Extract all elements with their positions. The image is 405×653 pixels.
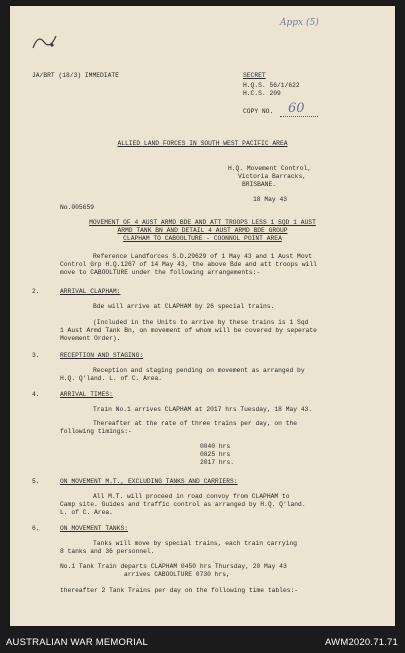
hqs-reference: H.Q.S. 56/1/622 bbox=[243, 82, 300, 89]
handwritten-scribble-mark bbox=[30, 30, 60, 52]
timing-3: 2017 hrs. bbox=[200, 459, 235, 466]
section-6-after: thereafter 2 Tank Trains per day on the following time tables:- bbox=[60, 587, 299, 594]
section-4-number: 4. bbox=[32, 391, 40, 398]
section-6-body-1: Tanks will move by special trains, each train carrying bbox=[93, 540, 298, 547]
section-4-after-2: following timings:- bbox=[60, 428, 132, 435]
section-4-train: Train No.1 arrives CLAPHAM at 2017 hrs Tuesday, 18 May 43. bbox=[93, 406, 313, 413]
section-5-title: ON MOVEMENT M.T., EXCLUDING TANKS AND CARRIERS: bbox=[60, 478, 238, 485]
section-6-train-1: No.1 Tank Train departs CLAPHAM 0450 hrs Thursday, 20 May 43 bbox=[60, 563, 287, 570]
section-6-body-2: 8 tanks and 36 personnel. bbox=[60, 548, 155, 555]
archive-footer bbox=[0, 626, 405, 653]
organisation-heading: ALLIED LAND FORCES IN SOUTH WEST PACIFIC AREA bbox=[117, 140, 288, 147]
document-date: 18 May 43 bbox=[253, 196, 288, 203]
intro-line-1: Reference Landforces S.D.29629 of 1 May 43 and 1 Aust Movt bbox=[93, 253, 313, 260]
document-page bbox=[10, 6, 395, 626]
section-4-after-1: Thereafter at the rate of three trains per day, on the bbox=[93, 420, 298, 427]
copy-number-dotted-line bbox=[280, 116, 318, 117]
section-5-body-1: All M.T. will proceed in road convoy from CLAPHAM to bbox=[93, 493, 290, 500]
section-3-title: RECEPTION AND STAGING: bbox=[60, 352, 144, 359]
section-2-note-3: Movement Order). bbox=[60, 335, 121, 342]
header-reference: JA/BRT (18/3) IMMEDIATE bbox=[32, 72, 119, 79]
subject-line-3: CLAPHAM TO CABOOLTURE - COONNOL POINT AREA bbox=[123, 235, 282, 242]
section-2-note-1: (Included in the Units to arrive by these trains is 1 Sqd bbox=[93, 319, 309, 326]
hcs-reference: H.C.S. 209 bbox=[243, 90, 281, 97]
section-6-number: 6. bbox=[32, 525, 40, 532]
footer-catalogue-id: AWM2020.71.71 bbox=[324, 637, 398, 648]
timing-1: 0040 hrs bbox=[200, 443, 231, 450]
address-line-1: H.Q. Movement Control, bbox=[228, 165, 312, 172]
subject-line-2: ARMD TANK BN AND DETAIL 4 AUST ARMD BDE GROUP bbox=[117, 227, 288, 234]
timing-2: 0825 hrs bbox=[200, 451, 231, 458]
section-2-number: 2. bbox=[32, 288, 40, 295]
address-line-3: BRISBANE. bbox=[242, 181, 277, 188]
section-3-body-2: H.Q. Q'land. L. of C. Area. bbox=[60, 375, 163, 382]
handwritten-copy-number: 60 bbox=[288, 101, 305, 116]
section-2-title: ARRIVAL CLAPHAM: bbox=[60, 288, 121, 295]
subject-line-1: MOVEMENT OF 4 AUST ARMD BDE AND ATT TROOPS LESS 1 SQD 1 AUST bbox=[89, 219, 316, 226]
document-number: No.005659 bbox=[60, 204, 95, 211]
security-classification: SECRET bbox=[243, 72, 266, 79]
section-5-body-3: L. of C. Area. bbox=[60, 509, 113, 516]
section-6-train-1-arrival: arrives CABOOLTURE 0730 hrs, bbox=[124, 571, 230, 578]
intro-line-2: Control Grp H.Q.1267 of 14 May 43, the above Bde and att troops will bbox=[60, 261, 317, 268]
section-6-title: ON MOVEMENT TANKS: bbox=[60, 525, 129, 532]
intro-line-3: move to CABOOLTURE under the following arrangements:- bbox=[60, 269, 261, 276]
footer-institution: AUSTRALIAN WAR MEMORIAL bbox=[6, 637, 149, 648]
section-2-note-2: 1 Aust Armd Tank Bn, on movement of whom will be covered by seperate bbox=[60, 327, 317, 334]
section-4-title: ARRIVAL TIMES: bbox=[60, 391, 113, 398]
handwritten-appendix-note: Appx (5) bbox=[280, 18, 319, 28]
address-line-2: Victoria Barracks, bbox=[238, 173, 307, 180]
section-5-number: 5. bbox=[32, 478, 40, 485]
section-2-body: Bde will arrive at CLAPHAM by 26 special trains. bbox=[93, 303, 275, 310]
section-5-body-2: Camp site. Guides and traffic control as arranged by H.Q. Q'land. bbox=[60, 501, 306, 508]
section-3-body-1: Reception and staging pending on movement as arranged by bbox=[93, 367, 305, 374]
section-3-number: 3. bbox=[32, 352, 40, 359]
copy-no-label: COPY NO. bbox=[243, 108, 274, 115]
